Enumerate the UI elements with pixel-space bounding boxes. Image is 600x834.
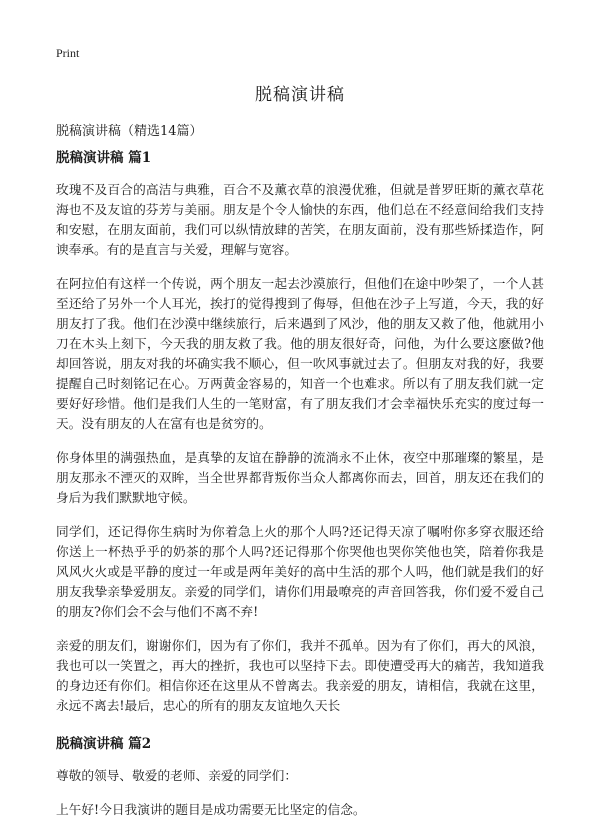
paragraph: 上午好!今日我演讲的题目是成功需要无比坚定的信念。 bbox=[56, 802, 366, 817]
paragraph: 尊敬的领导、敬爱的老师、亲爱的同学们： bbox=[56, 768, 298, 783]
paragraph: 亲爱的朋友们，谢谢你们，因为有了你们，我并不孤单。因为有了你们，再大的风浪，我也可以一笑置之，再大的挫折，我也可以坚持下去。即使遭受再大的痛苦，我知道我的身边还有你们。相信你还在这里从不曾离去。我亲爱的朋友，请相信，我就在这里，永远不离去!最后，忠心的所有的朋友友谊地久天长 bbox=[56, 638, 544, 713]
paragraph: 在阿拉伯有这样一个传说，两个朋友一起去沙漠旅行，但他们在途中吵架了，一个人甚至还给了另外一个人耳光，挨打的觉得搜到了侮辱，但他在沙子上写道，今天，我的好朋友打了我。他们在沙漠中继续旅行，后来遇到了风沙，他的朋友又救了他，他就用小刀在木头上刻下，今天我的朋友救了我。他的朋友很好奇，问他，为什么要这麽做?他却回答说，朋友对我的坏确实我不顺心，但一吹风事就过去了。但朋友对我的好，我要提醒自己时刻铭记在心。万两黄金容易的，知音一个也难求。所以有了朋友我们就一定要好好珍惜。他们是我们人生的一笔财富，有了朋友我们才会幸福快乐充实的度过每一天。没有朋友的人在富有也是贫穷的。 bbox=[56, 276, 544, 431]
page-title: 脱稿演讲稿 bbox=[255, 85, 345, 105]
print-link[interactable]: Print bbox=[56, 46, 80, 60]
document-body bbox=[56, 148, 544, 834]
paragraph: 你身体里的满强热血，是真挚的友谊在静静的流淌永不止休，夜空中那璀璨的繁星，是朋友那永不湮灭的双眸，当全世界都背叛你当众人都离你而去，回首，朋友还在我们的身后为我们默默地守候。 bbox=[56, 450, 544, 505]
section-heading-2: 脱稿演讲稿 篇2 bbox=[56, 736, 152, 752]
section-heading-1: 脱稿演讲稿 篇1 bbox=[56, 150, 152, 166]
paragraph: 玫瑰不及百合的高洁与典雅，百合不及薰衣草的浪漫优雅，但就是普罗旺斯的薰衣草花海也不及友谊的芬芳与美丽。朋友是个令人愉快的东西，他们总在不经意间给我们支持和安慰，在朋友面前，我们可以纵情放肆的苦笑，在朋友面前，没有那些矫揉造作，阿谀奉承。有的是直言与关爱，理解与宽容。 bbox=[56, 182, 544, 257]
paragraph: 同学们，还记得你生病时为你着急上火的那个人吗?还记得天凉了嘱咐你多穿衣服还给你送上一杯热乎乎的奶茶的那个人吗?还记得那个你哭他也哭你笑他也笑，陪着你我是风风火火或是平静的度过一年或是两年美好的高中生活的那个人吗，他们就是我们的好朋友我挚亲挚爱朋友。亲爱的同学们，请你们用最嘹亮的声音回答我，你们爱不爱自己的朋友?你们会不会与他们不离不弃! bbox=[56, 524, 544, 619]
document-subtitle: 脱稿演讲稿（精选14篇） bbox=[56, 124, 203, 139]
